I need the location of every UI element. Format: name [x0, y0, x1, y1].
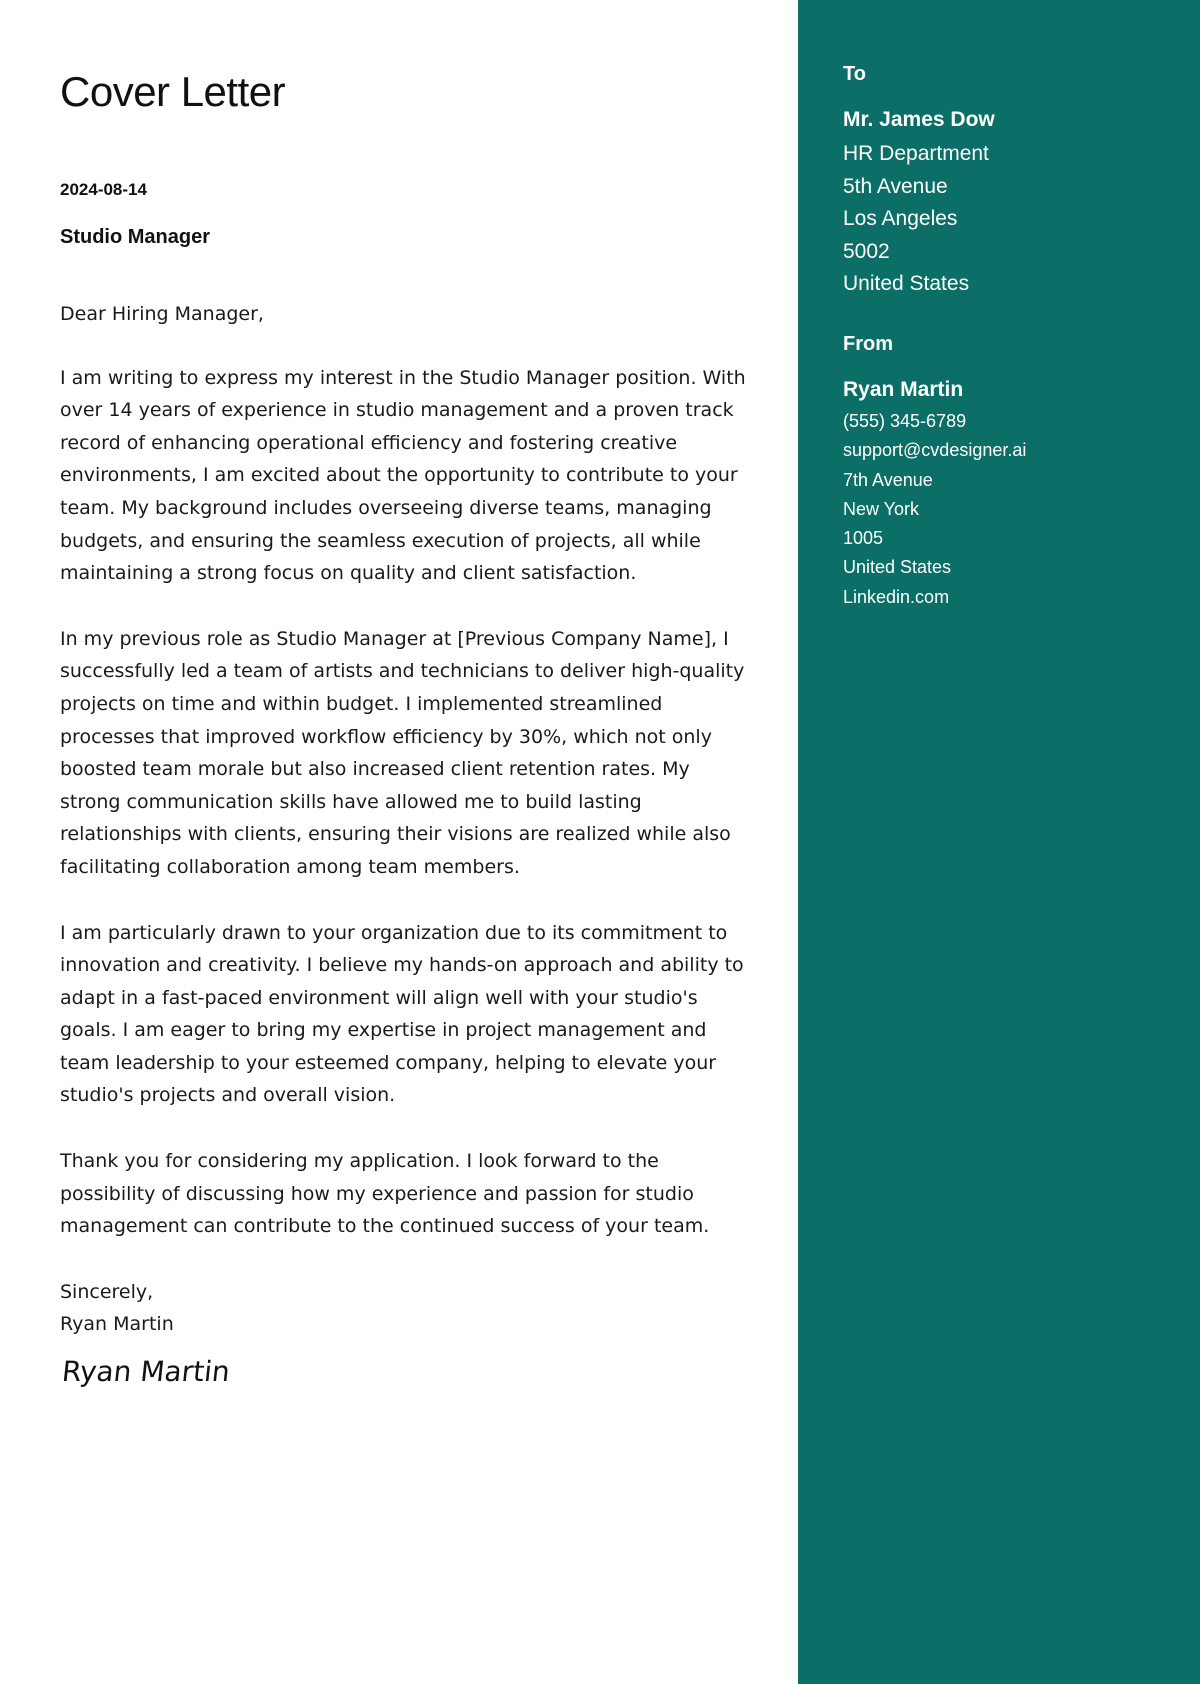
sender-email: support@cvdesigner.ai — [843, 440, 1027, 461]
sender-name: Ryan Martin — [843, 378, 964, 401]
letter-greeting: Dear Hiring Manager, — [60, 303, 264, 325]
recipient-country: United States — [843, 272, 970, 296]
letter-body — [60, 298, 750, 1341]
sender-heading: From — [843, 333, 893, 355]
recipient-city: Los Angeles — [843, 207, 958, 231]
recipient-postal-code: 5002 — [843, 239, 890, 263]
letter-paragraph-3: I am particularly drawn to your organization due to its commitment to innovation and creativity. I believe my hands-on approach and ability to adapt in a fast-paced environment will align well with your studio's goals. I am eager to bring my expertise in project management and team leadership to your esteemed company, helping to elevate your studio's projects and overall vision. — [60, 921, 744, 1107]
sender-postal-code: 1005 — [843, 528, 884, 549]
job-title: Studio Manager — [60, 226, 211, 248]
letter-date: 2024-08-14 — [60, 180, 147, 199]
letter-closing-name: Ryan Martin — [60, 1313, 174, 1336]
recipient-name: Mr. James Dow — [843, 108, 995, 131]
letter-closing: Sincerely, — [60, 1280, 154, 1303]
contact-sidebar — [798, 0, 1200, 1684]
recipient-block — [843, 106, 995, 301]
sender-street: 7th Avenue — [843, 469, 933, 490]
document-title: Cover Letter — [60, 68, 286, 115]
recipient-department: HR Department — [843, 142, 989, 165]
sender-website: Linkedin.com — [843, 586, 950, 607]
sender-phone: (555) 345-6789 — [843, 411, 967, 431]
sender-country: United States — [843, 557, 952, 578]
sender-city: New York — [843, 498, 920, 519]
sender-block — [843, 376, 1026, 612]
letter-paragraph-2: In my previous role as Studio Manager at [Previous Company Name], I successfully led a team of artists and technicians to deliver high-quality projects on time and within budget. I implemented streamlined processes that improved workflow efficiency by 30%, which not only boosted team morale but also increased client retention rates. My strong communication skills have allowed me to build lasting relationships with clients, ensuring their visions are realized while also facilitating collaboration among team members. — [60, 627, 745, 878]
recipient-heading: To — [843, 63, 866, 85]
letter-paragraph-1: I am writing to express my interest in the Studio Manager position. With over 14 years of experience in studio management and a proven track record of enhancing operational efficiency and fostering creative environments, I am excited about the opportunity to contribute to your team. My background includes overseeing diverse teams, managing budgets, and ensuring the seamless execution of projects, all while maintaining a strong focus on quality and client satisfaction. — [60, 366, 746, 585]
handwritten-signature: Ryan Martin — [60, 1355, 232, 1388]
recipient-street: 5th Avenue — [843, 174, 948, 198]
letter-paragraph-4: Thank you for considering my application. I look forward to the possibility of discussing how my experience and passion for studio management can contribute to the continued success of your team. — [60, 1150, 710, 1238]
